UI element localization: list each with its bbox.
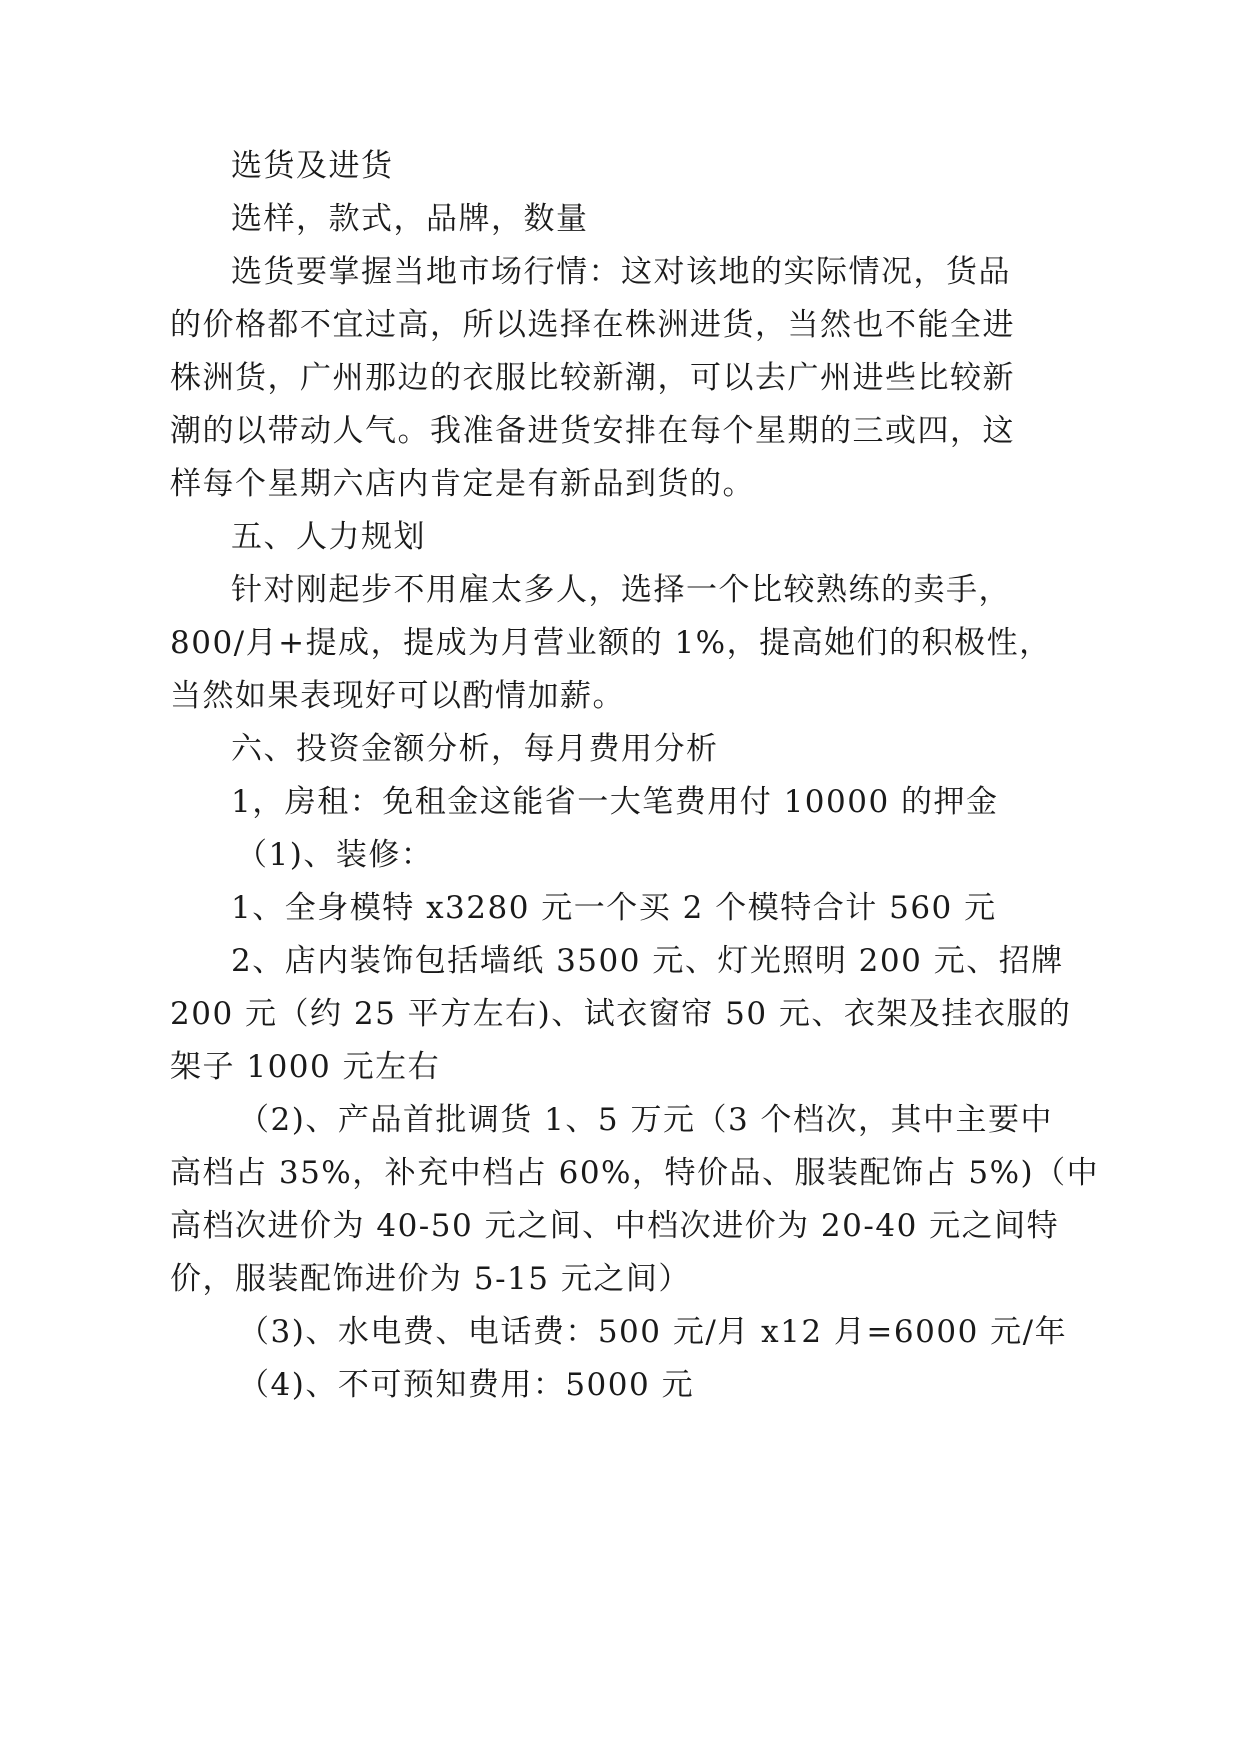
paragraph-line: 2、店内装饰包括墙纸 3500 元、灯光照明 200 元、招牌 xyxy=(231,943,1064,979)
paragraph-line: 800/月+提成，提成为月营业额的 1%，提高她们的积极性， xyxy=(170,625,1052,661)
paragraph-line: 高档占 35%，补充中档占 60%，特价品、服装配饰占 5%)（中 xyxy=(170,1155,1100,1191)
paragraph-line: 选样，款式，品牌，数量 xyxy=(231,201,589,237)
paragraph-line: 架子 1000 元左右 xyxy=(170,1049,441,1085)
paragraph-line: 的价格都不宜过高，所以选择在株洲进货，当然也不能全进 xyxy=(170,307,1015,343)
section-heading-investment: 六、投资金额分析，每月费用分析 xyxy=(231,731,719,767)
paragraph-line: 选货要掌握当地市场行情：这对该地的实际情况，货品 xyxy=(231,254,1011,290)
paragraph-line: 株洲货，广州那边的衣服比较新潮，可以去广州进些比较新 xyxy=(170,360,1015,396)
paragraph-line: 针对刚起步不用雇太多人，选择一个比较熟练的卖手， xyxy=(231,572,1011,608)
paragraph-line: 潮的以带动人气。我准备进货安排在每个星期的三或四，这 xyxy=(170,413,1015,449)
paragraph-line: （2)、产品首批调货 1、5 万元（3 个档次，其中主要中 xyxy=(238,1102,1054,1138)
paragraph-line: （4)、不可预知费用：5000 元 xyxy=(238,1367,695,1403)
paragraph-line: 高档次进价为 40-50 元之间、中档次进价为 20-40 元之间特 xyxy=(170,1208,1060,1244)
paragraph-line: 200 元（约 25 平方左右)、试衣窗帘 50 元、衣架及挂衣服的 xyxy=(170,996,1072,1032)
paragraph-line: （3)、水电费、电话费：500 元/月 x12 月=6000 元/年 xyxy=(238,1314,1068,1350)
paragraph-line: 样每个星期六店内肯定是有新品到货的。 xyxy=(170,466,755,502)
paragraph-line: 价，服装配饰进价为 5-15 元之间） xyxy=(170,1261,691,1297)
section-heading-staffing: 五、人力规划 xyxy=(231,519,426,555)
paragraph-line: 1、全身模特 x3280 元一个买 2 个模特合计 560 元 xyxy=(231,890,997,926)
paragraph-heading-select-goods: 选货及进货 xyxy=(231,148,394,184)
paragraph-line: 1，房租：免租金这能省一大笔费用付 10000 的押金 xyxy=(231,784,999,820)
paragraph-line: （1)、装修： xyxy=(236,837,434,873)
paragraph-line: 当然如果表现好可以酌情加薪。 xyxy=(170,678,625,714)
